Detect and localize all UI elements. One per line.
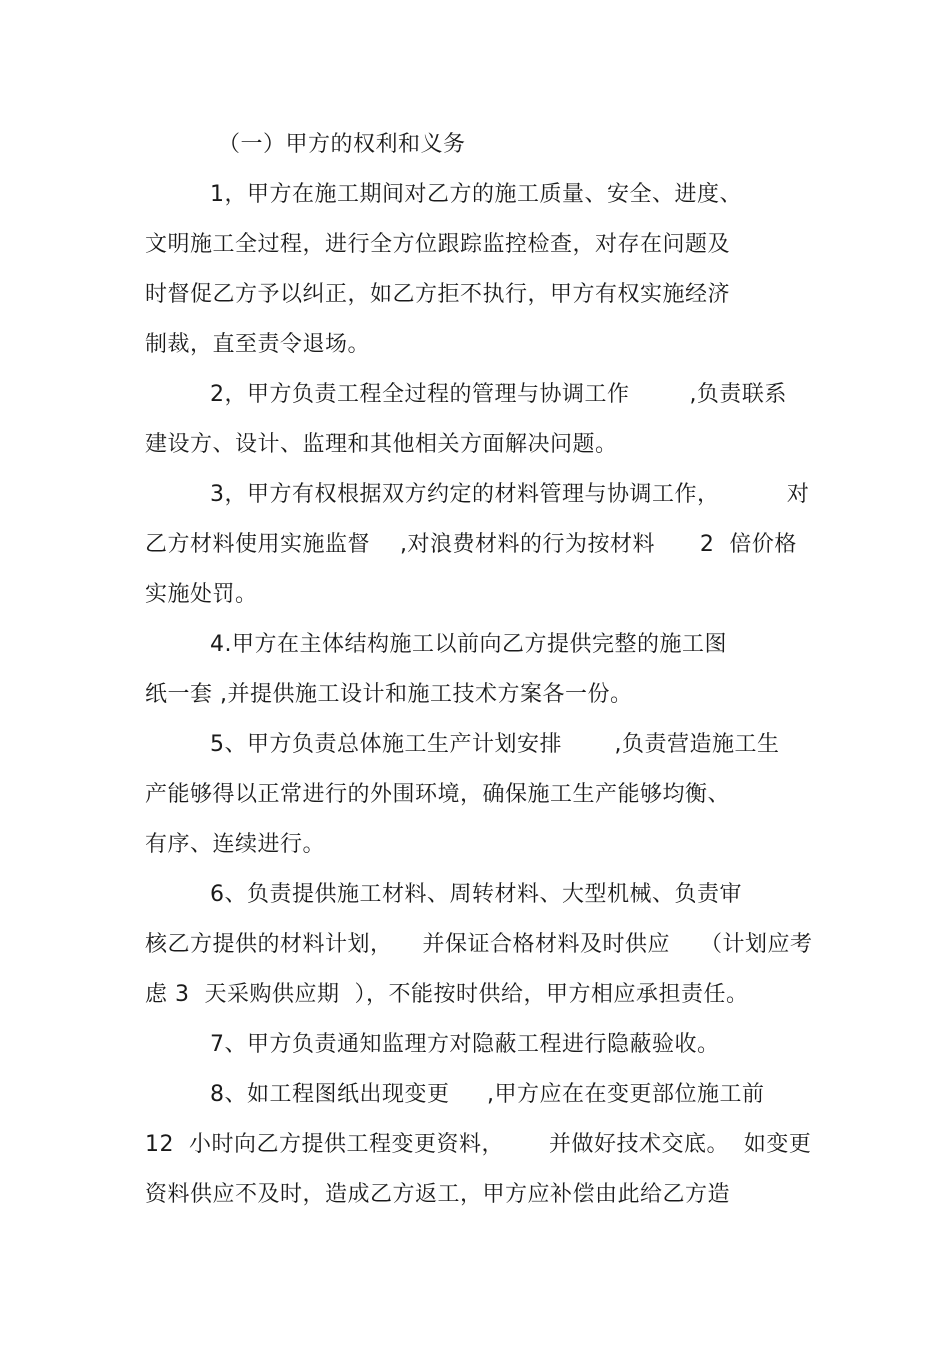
paragraph-line: 实施处罚。 bbox=[145, 582, 258, 607]
paragraph-line: 资料供应不及时，造成乙方返工，甲方应补偿由此给乙方造 bbox=[145, 1182, 731, 1207]
paragraph-line: 制裁，直至责令退场。 bbox=[145, 332, 371, 357]
paragraph-line: 5、甲方负责总体施工生产计划安排 ,负责营造施工生 bbox=[210, 732, 780, 757]
paragraph-line: 有序、连续进行。 bbox=[145, 832, 326, 857]
paragraph-line: 8、如工程图纸出现变更 ,甲方应在在变更部位施工前 bbox=[210, 1082, 765, 1107]
paragraph-line: 产能够得以正常进行的外围环境，确保施工生产能够均衡、 bbox=[145, 782, 731, 807]
paragraph-line: 1，甲方在施工期间对乙方的施工质量、安全、进度、 bbox=[210, 182, 742, 207]
paragraph-line: 3，甲方有权根据双方约定的材料管理与协调工作， 对 bbox=[210, 482, 810, 507]
paragraph-line: 虑 3 天采购供应期 ），不能按时供给，甲方相应承担责任。 bbox=[145, 982, 749, 1007]
paragraph-line: 核乙方提供的材料计划， 并保证合格材料及时供应 （计划应考 bbox=[145, 932, 813, 957]
section-heading: （一）甲方的权利和义务 bbox=[218, 132, 466, 157]
paragraph-line: 4.甲方在主体结构施工以前向乙方提供完整的施工图 bbox=[210, 632, 727, 657]
paragraph-line: 建设方、设计、监理和其他相关方面解决问题。 bbox=[145, 432, 618, 457]
paragraph-line: 2，甲方负责工程全过程的管理与协调工作 ,负责联系 bbox=[210, 382, 787, 407]
paragraph-line: 7、甲方负责通知监理方对隐蔽工程进行隐蔽验收。 bbox=[210, 1032, 720, 1057]
paragraph-line: 纸一套 ,并提供施工设计和施工技术方案各一份。 bbox=[145, 682, 633, 707]
paragraph-line: 乙方材料使用实施监督 ,对浪费材料的行为按材料 2 倍价格 bbox=[145, 532, 797, 557]
paragraph-line: 12 小时向乙方提供工程变更资料， 并做好技术交底。 如变更 bbox=[145, 1132, 812, 1157]
paragraph-line: 文明施工全过程，进行全方位跟踪监控检查，对存在问题及 bbox=[145, 232, 731, 257]
paragraph-line: 6、负责提供施工材料、周转材料、大型机械、负责审 bbox=[210, 882, 742, 907]
paragraph-line: 时督促乙方予以纠正，如乙方拒不执行，甲方有权实施经济 bbox=[145, 282, 731, 307]
